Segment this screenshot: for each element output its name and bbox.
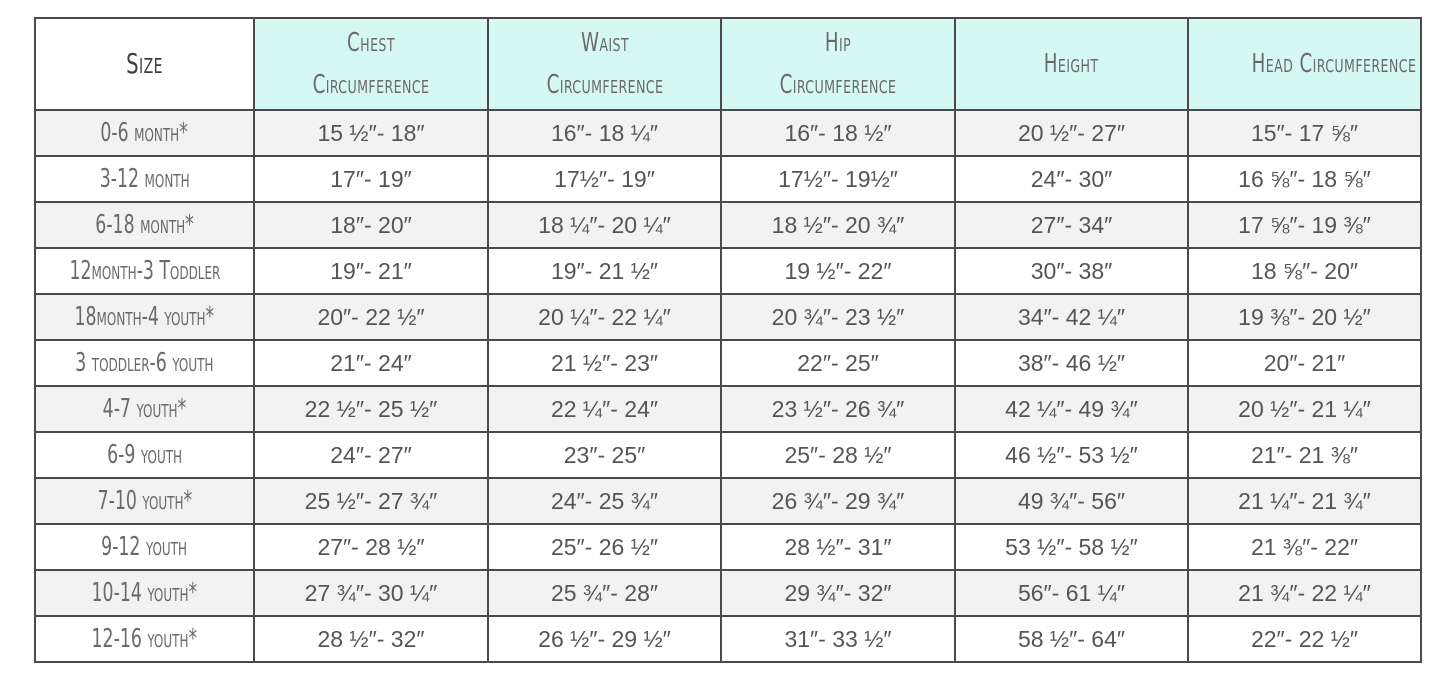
hip-cell: 23 ½″- 26 ¾″	[721, 386, 955, 432]
table-body	[35, 110, 1421, 662]
size-cell	[35, 616, 254, 662]
height-cell: 38″- 46 ½″	[955, 340, 1188, 386]
size-label: 0-6 month*	[100, 118, 189, 148]
head-cell: 19 ⅜″- 20 ½″	[1188, 294, 1421, 340]
table-row	[35, 616, 1421, 662]
hip-cell: 28 ½″- 31″	[721, 524, 955, 570]
header-height: Height	[955, 18, 1188, 110]
table-row	[35, 386, 1421, 432]
header-row	[35, 18, 1421, 110]
waist-cell: 19″- 21 ½″	[488, 248, 721, 294]
size-chart-table	[34, 17, 1422, 663]
head-cell: 17 ⅝″- 19 ⅜″	[1188, 202, 1421, 248]
height-cell: 46 ½″- 53 ½″	[955, 432, 1188, 478]
hip-cell: 17½″- 19½″	[721, 156, 955, 202]
hip-cell: 29 ¾″- 32″	[721, 570, 955, 616]
chest-cell: 21″- 24″	[254, 340, 488, 386]
size-label: 12month-3 Toddler	[69, 256, 220, 286]
chest-cell: 15 ½″- 18″	[254, 110, 488, 156]
height-cell: 20 ½″- 27″	[955, 110, 1188, 156]
table-row	[35, 478, 1421, 524]
height-cell: 56″- 61 ¼″	[955, 570, 1188, 616]
waist-cell: 21 ½″- 23″	[488, 340, 721, 386]
chest-cell: 18″- 20″	[254, 202, 488, 248]
chest-cell: 24″- 27″	[254, 432, 488, 478]
head-cell: 16 ⅝″- 18 ⅝″	[1188, 156, 1421, 202]
chest-cell: 20″- 22 ½″	[254, 294, 488, 340]
size-label: 6-9 youth	[107, 440, 182, 470]
size-label: 12-16 youth*	[91, 624, 198, 654]
waist-cell: 22 ¼″- 24″	[488, 386, 721, 432]
size-cell	[35, 248, 254, 294]
waist-cell: 24″- 25 ¾″	[488, 478, 721, 524]
height-cell: 42 ¼″- 49 ¾″	[955, 386, 1188, 432]
hip-cell: 20 ¾″- 23 ½″	[721, 294, 955, 340]
chest-cell: 27 ¾″- 30 ¼″	[254, 570, 488, 616]
head-cell: 21 ¾″- 22 ¼″	[1188, 570, 1421, 616]
waist-cell: 20 ¼″- 22 ¼″	[488, 294, 721, 340]
size-cell	[35, 156, 254, 202]
height-cell: 30″- 38″	[955, 248, 1188, 294]
waist-cell: 16″- 18 ¼″	[488, 110, 721, 156]
size-cell	[35, 570, 254, 616]
chest-cell: 22 ½″- 25 ½″	[254, 386, 488, 432]
size-cell	[35, 432, 254, 478]
hip-cell: 25″- 28 ½″	[721, 432, 955, 478]
head-cell: 15″- 17 ⅝″	[1188, 110, 1421, 156]
head-cell: 21 ⅜″- 22″	[1188, 524, 1421, 570]
table-row	[35, 202, 1421, 248]
height-cell: 34″- 42 ¼″	[955, 294, 1188, 340]
header-hip-circumference: Hip Circumference	[721, 18, 955, 110]
hip-cell: 18 ½″- 20 ¾″	[721, 202, 955, 248]
chest-cell: 19″- 21″	[254, 248, 488, 294]
table-row	[35, 570, 1421, 616]
table-header	[35, 18, 1421, 110]
waist-cell: 25″- 26 ½″	[488, 524, 721, 570]
chest-cell: 27″- 28 ½″	[254, 524, 488, 570]
table-row	[35, 110, 1421, 156]
chest-cell: 17″- 19″	[254, 156, 488, 202]
head-cell: 21 ¼″- 21 ¾″	[1188, 478, 1421, 524]
table-row	[35, 294, 1421, 340]
chest-cell: 28 ½″- 32″	[254, 616, 488, 662]
height-cell: 49 ¾″- 56″	[955, 478, 1188, 524]
waist-cell: 23″- 25″	[488, 432, 721, 478]
head-cell: 22″- 22 ½″	[1188, 616, 1421, 662]
height-cell: 27″- 34″	[955, 202, 1188, 248]
waist-cell: 25 ¾″- 28″	[488, 570, 721, 616]
size-label: 7-10 youth*	[97, 486, 192, 516]
waist-cell: 17½″- 19″	[488, 156, 721, 202]
chest-cell: 25 ½″- 27 ¾″	[254, 478, 488, 524]
height-cell: 58 ½″- 64″	[955, 616, 1188, 662]
size-cell	[35, 524, 254, 570]
size-label: 3 toddler-6 youth	[75, 348, 214, 378]
size-cell	[35, 110, 254, 156]
head-cell: 20 ½″- 21 ¼″	[1188, 386, 1421, 432]
size-cell	[35, 478, 254, 524]
size-label: 6-18 month*	[95, 210, 194, 240]
head-cell: 20″- 21″	[1188, 340, 1421, 386]
hip-cell: 16″- 18 ½″	[721, 110, 955, 156]
size-label: 4-7 youth*	[102, 394, 187, 424]
hip-cell: 31″- 33 ½″	[721, 616, 955, 662]
header-size: Size	[35, 18, 254, 110]
header-chest-circumference: Chest Circumference	[254, 18, 488, 110]
size-label: 9-12 youth	[101, 532, 188, 562]
size-label: 3-12 month	[99, 164, 190, 194]
header-head-circumference: Head Circumference	[1188, 18, 1421, 110]
size-cell	[35, 202, 254, 248]
table-row	[35, 156, 1421, 202]
size-label: 10-14 youth*	[91, 578, 198, 608]
size-label: 18month-4 youth*	[74, 302, 215, 332]
table-row	[35, 524, 1421, 570]
hip-cell: 26 ¾″- 29 ¾″	[721, 478, 955, 524]
table-row	[35, 248, 1421, 294]
size-cell	[35, 294, 254, 340]
hip-cell: 22″- 25″	[721, 340, 955, 386]
table-row	[35, 340, 1421, 386]
size-cell	[35, 386, 254, 432]
waist-cell: 18 ¼″- 20 ¼″	[488, 202, 721, 248]
hip-cell: 19 ½″- 22″	[721, 248, 955, 294]
table-row	[35, 432, 1421, 478]
waist-cell: 26 ½″- 29 ½″	[488, 616, 721, 662]
header-waist-circumference: Waist Circumference	[488, 18, 721, 110]
size-cell	[35, 340, 254, 386]
head-cell: 18 ⅝″- 20″	[1188, 248, 1421, 294]
head-cell: 21″- 21 ⅜″	[1188, 432, 1421, 478]
height-cell: 24″- 30″	[955, 156, 1188, 202]
height-cell: 53 ½″- 58 ½″	[955, 524, 1188, 570]
